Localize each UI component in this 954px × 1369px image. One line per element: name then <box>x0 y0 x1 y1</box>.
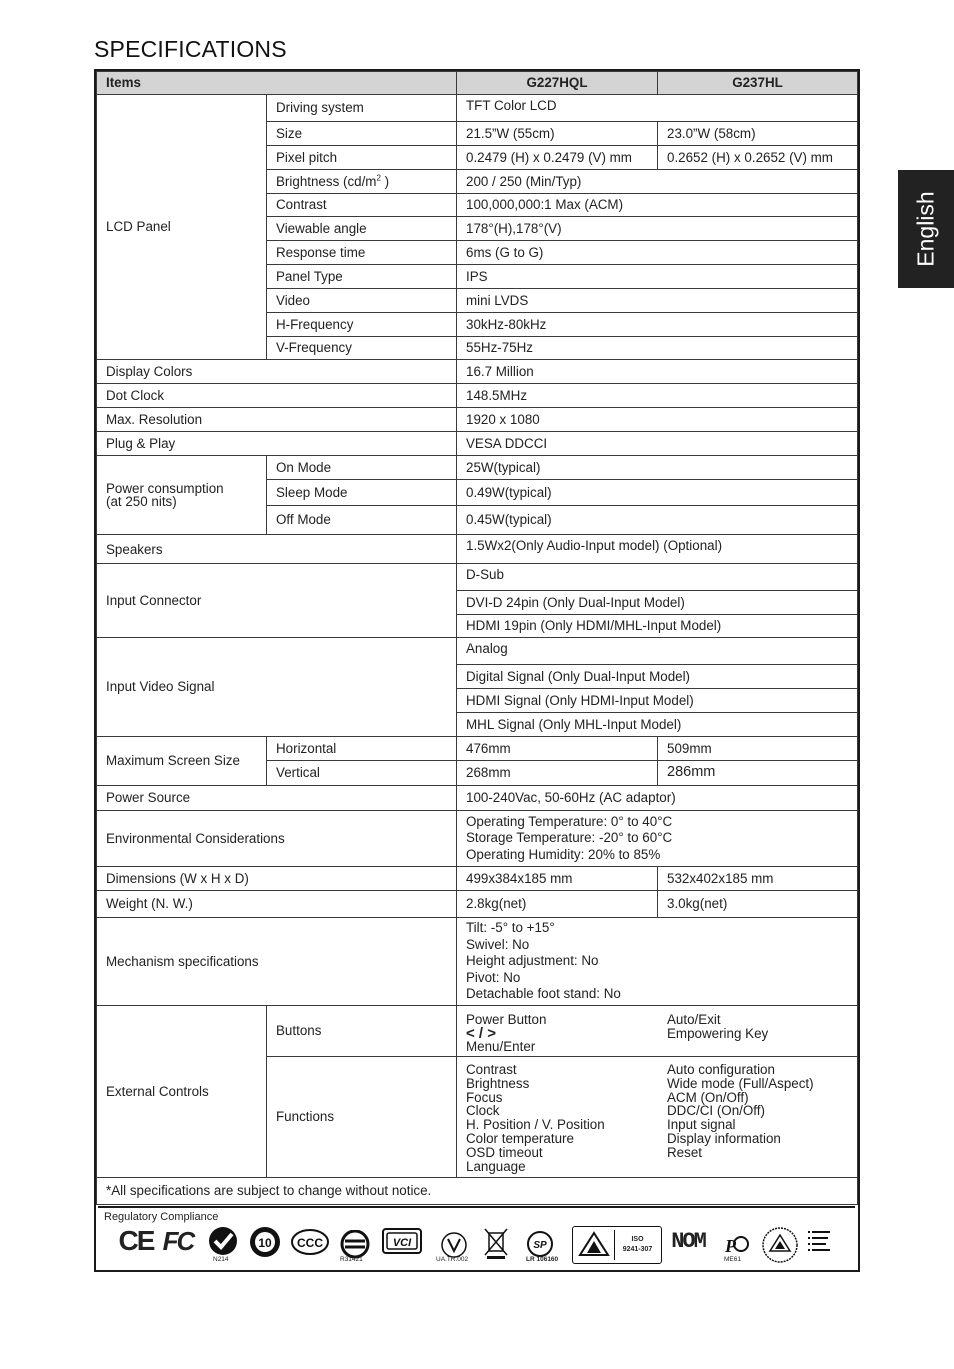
tuv-round-mark-icon <box>760 1226 800 1264</box>
svg-text:CCC: CCC <box>297 1236 323 1250</box>
header-model-2: G237HL <box>657 71 858 95</box>
dot-clock-label: Dot Clock <box>96 383 457 408</box>
response-time-label: Response time <box>266 240 457 265</box>
function-item: Auto configuration <box>667 1062 775 1077</box>
environment-line: Operating Temperature: 0° to 40°C <box>466 813 673 829</box>
pct-mark-icon <box>720 1226 752 1264</box>
logo-text: N214 <box>213 1256 229 1263</box>
language-tab <box>898 170 954 288</box>
svg-text:P: P <box>725 1236 736 1256</box>
input-video-signal-value: HDMI Signal (Only HDMI-Input Model) <box>456 688 858 713</box>
functions-label: Functions <box>266 1056 457 1178</box>
horizontal-value-2: 509mm <box>657 736 858 761</box>
dimensions-label: Dimensions (W x H x D) <box>96 866 457 891</box>
function-item: Input signal <box>667 1117 736 1133</box>
input-connector-value: D-Sub <box>456 563 858 591</box>
weight-value-1: 2.8kg(net) <box>456 890 658 918</box>
epup-10-icon <box>248 1226 282 1258</box>
weight-label: Weight (N. W.) <box>96 890 457 918</box>
mechanism-line: Tilt: -5° to +15° <box>466 920 555 936</box>
h-frequency-label: H-Frequency <box>266 312 457 337</box>
button-auto-exit: Auto/Exit <box>667 1012 721 1027</box>
input-connector-value: HDMI 19pin (Only HDMI/MHL-Input Model) <box>456 614 858 638</box>
button-menu-enter: Menu/Enter <box>466 1039 536 1054</box>
weight-value-2: 3.0kg(net) <box>657 890 858 918</box>
max-resolution-value: 1920 x 1080 <box>456 407 858 432</box>
input-connector-value: DVI-D 24pin (Only Dual-Input Model) <box>456 590 858 615</box>
on-mode-label: On Mode <box>266 455 457 480</box>
mechanism-line: Detachable foot stand: No <box>466 986 621 1002</box>
svg-text:10: 10 <box>258 1236 272 1250</box>
vcci-mark-icon <box>382 1226 422 1256</box>
regulatory-label: Regulatory Compliance <box>104 1211 219 1223</box>
power-consumption-line1: Power consumption <box>106 480 224 496</box>
contrast-value: 100,000,000:1 Max (ACM) <box>456 193 858 217</box>
size-value-2: 23.0”W (58cm) <box>657 121 858 146</box>
ce-mark-icon: CE <box>118 1225 154 1256</box>
mechanism-label: Mechanism specifications <box>96 917 457 1006</box>
display-colors-label: Display Colors <box>96 359 457 384</box>
off-mode-label: Off Mode <box>266 505 457 535</box>
brightness-value: 200 / 250 (Min/Typ) <box>456 169 858 194</box>
dot-clock-value: 148.5MHz <box>456 383 858 408</box>
external-controls-label: External Controls <box>96 1005 267 1178</box>
power-consumption-line2: (at 250 nits) <box>106 494 177 509</box>
bsmi-mark-icon <box>338 1226 372 1264</box>
footnote: *All specifications are subject to change without notice. <box>96 1177 858 1205</box>
mechanism-line: Pivot: No <box>466 969 521 985</box>
dimensions-value-2: 532x402x185 mm <box>657 866 858 891</box>
csa-mark-icon <box>520 1226 560 1264</box>
function-item: OSD timeout <box>466 1144 543 1160</box>
off-mode-value: 0.45W(typical) <box>456 505 858 535</box>
power-source-value: 100-240Vac, 50-60Hz (AC adaptor) <box>456 785 858 811</box>
environmental-label: Environmental Considerations <box>96 810 457 867</box>
functions-value <box>456 1056 858 1178</box>
v-frequency-value: 55Hz-75Hz <box>456 336 858 360</box>
driving-system-label: Driving system <box>266 94 457 122</box>
logo-text: LR 106160 <box>526 1256 559 1263</box>
weee-bin-icon <box>482 1226 510 1260</box>
speakers-value: 1.5Wx2(Only Audio-Input model) (Optional) <box>456 534 858 564</box>
viewable-angle-value: 178°(H),178°(V) <box>456 216 858 241</box>
v-frequency-label: V-Frequency <box>266 336 457 360</box>
pixel-pitch-label: Pixel pitch <box>266 145 457 170</box>
function-item: ACM (On/Off) <box>667 1089 749 1105</box>
input-connector-label: Input Connector <box>96 563 457 638</box>
sleep-mode-value: 0.49W(typical) <box>456 479 858 506</box>
button-empowering-key: Empowering Key <box>667 1025 769 1041</box>
brightness-label-end: ) <box>380 173 390 189</box>
vertical-value-1: 268mm <box>456 760 658 786</box>
button-power: Power Button <box>466 1012 547 1027</box>
contrast-label: Contrast <box>266 193 457 217</box>
horizontal-label: Horizontal <box>266 736 457 761</box>
video-label: Video <box>266 288 457 313</box>
button-arrows: < / > <box>466 1024 497 1042</box>
page-title: SPECIFICATIONS <box>94 36 287 62</box>
function-item: Color temperature <box>466 1130 574 1146</box>
logo-text: ISO <box>631 1236 644 1243</box>
ccc-mark-icon <box>291 1226 329 1258</box>
tuv-approval-list-icon <box>806 1226 836 1256</box>
function-item: Contrast <box>466 1062 517 1077</box>
brightness-label <box>266 169 457 194</box>
environmental-value <box>456 810 858 867</box>
brightness-label-sup: 2 <box>376 173 381 183</box>
max-screen-size-label: Maximum Screen Size <box>96 736 267 786</box>
buttons-value <box>456 1005 858 1057</box>
input-video-signal-value: MHL Signal (Only MHL-Input Model) <box>456 712 858 737</box>
input-video-signal-value: Digital Signal (Only Dual-Input Model) <box>456 664 858 689</box>
ua-mark-icon <box>436 1226 472 1264</box>
panel-type-value: IPS <box>456 264 858 289</box>
mechanism-line: Height adjustment: No <box>466 953 599 969</box>
function-item: Wide mode (Full/Aspect) <box>667 1075 814 1091</box>
logo-text: 9241-307 <box>622 1246 653 1253</box>
mechanism-value <box>456 917 858 1006</box>
horizontal-value-1: 476mm <box>456 736 658 761</box>
nom-mark-icon: NOM <box>671 1228 705 1254</box>
fcc-logo-icon: FC <box>162 1225 194 1256</box>
function-item: Clock <box>466 1103 500 1119</box>
function-item: Display information <box>667 1130 781 1146</box>
logo-text: R31421 <box>340 1256 363 1263</box>
language-tab-label: English <box>912 191 939 267</box>
vertical-value-2: 286mm <box>657 760 858 786</box>
environment-line: Operating Humidity: 20% to 85% <box>466 846 661 862</box>
on-mode-value: 25W(typical) <box>456 455 858 480</box>
power-source-label: Power Source <box>96 785 457 811</box>
function-item: Language <box>466 1158 526 1174</box>
max-resolution-label: Max. Resolution <box>96 407 457 432</box>
function-item: Reset <box>667 1144 702 1160</box>
viewable-angle-label: Viewable angle <box>266 216 457 241</box>
size-value-1: 21.5”W (55cm) <box>456 121 658 146</box>
power-consumption-label <box>96 455 267 535</box>
response-time-value: 6ms (G to G) <box>456 240 858 265</box>
plug-play-value: VESA DDCCI <box>456 431 858 456</box>
dimensions-value-1: 499x384x185 mm <box>456 866 658 891</box>
h-frequency-value: 30kHz-80kHz <box>456 312 858 337</box>
function-item: DDC/CI (On/Off) <box>667 1103 765 1119</box>
function-item: Brightness <box>466 1075 530 1091</box>
svg-text:VCI: VCI <box>392 1237 412 1249</box>
video-value: mini LVDS <box>456 288 858 313</box>
lcd-panel-label: LCD Panel <box>96 94 267 360</box>
function-item: Focus <box>466 1089 503 1105</box>
input-video-signal-label: Input Video Signal <box>96 637 457 737</box>
speakers-label: Speakers <box>96 534 457 564</box>
svg-text:SP: SP <box>533 1240 547 1251</box>
tuv-iso-mark-icon <box>572 1226 662 1264</box>
size-label: Size <box>266 121 457 146</box>
vertical-label: Vertical <box>266 760 457 786</box>
input-video-signal-value: Analog <box>456 637 858 665</box>
plug-play-label: Plug & Play <box>96 431 457 456</box>
pixel-pitch-value-2: 0.2652 (H) x 0.2652 (V) mm <box>657 145 858 170</box>
function-item: H. Position / V. Position <box>466 1117 605 1133</box>
driving-system-value: TFT Color LCD <box>456 94 858 122</box>
brightness-label-text: Brightness (cd/m <box>276 173 377 189</box>
pixel-pitch-value-1: 0.2479 (H) x 0.2479 (V) mm <box>456 145 658 170</box>
logo-text: ME61 <box>724 1256 741 1263</box>
buttons-label: Buttons <box>266 1005 457 1057</box>
header-items: Items <box>96 71 457 95</box>
display-colors-value: 16.7 Million <box>456 359 858 384</box>
environment-line: Storage Temperature: -20° to 60°C <box>466 830 673 846</box>
mechanism-line: Swivel: No <box>466 936 530 952</box>
logo-text: UA.TR.002 <box>436 1256 469 1263</box>
regulatory-compliance <box>98 1206 855 1270</box>
c-tick-icon <box>206 1226 240 1264</box>
panel-type-label: Panel Type <box>266 264 457 289</box>
sleep-mode-label: Sleep Mode <box>266 479 457 506</box>
header-model-1: G227HQL <box>456 71 658 95</box>
